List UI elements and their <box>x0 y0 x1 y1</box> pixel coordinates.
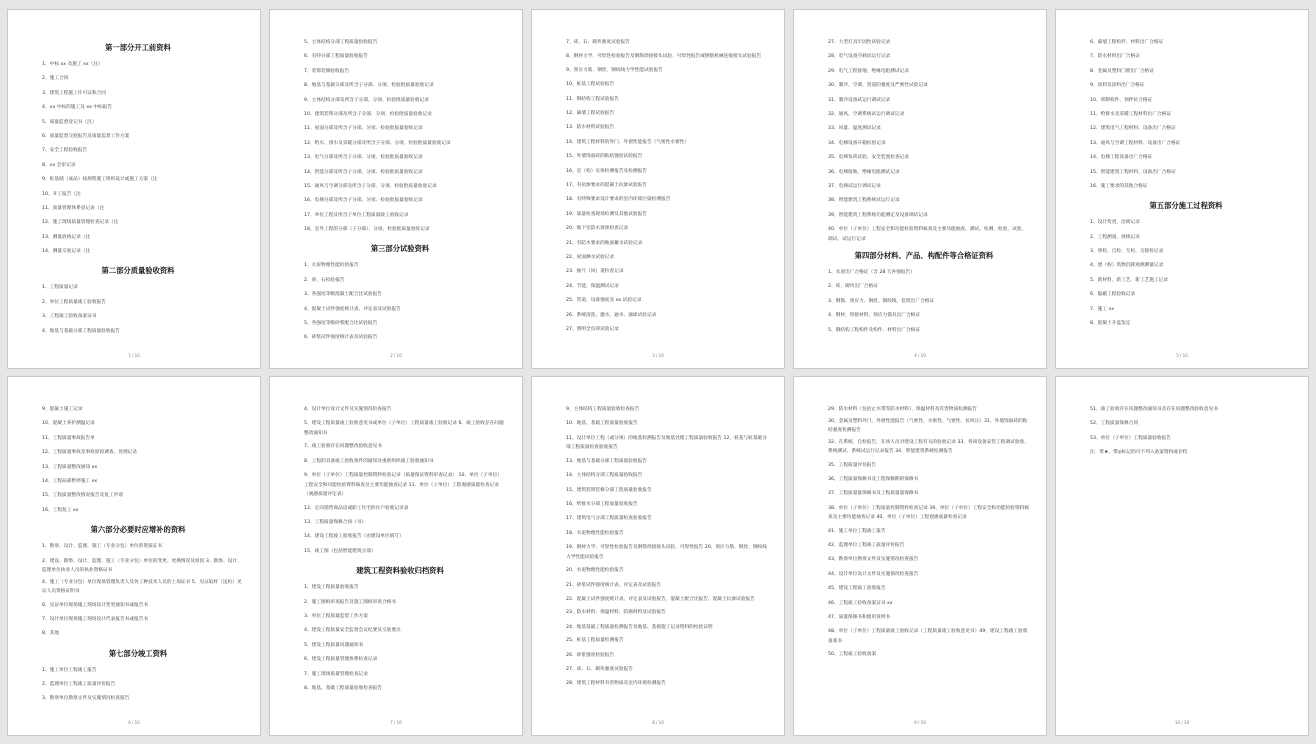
list-item: 2、砖、砌块出厂合格证 <box>828 284 878 290</box>
list-item: 12、给水、排水及采暖分部及所含子分部、分项、检验批质量验收记录 <box>304 140 451 146</box>
list-item: 7、竣工验收存在问题整改验收意见书 <box>304 444 382 450</box>
list-item: 24、节能、保温测试记录 <box>566 283 619 289</box>
list-item: 4、建（构）筑物沉降观测测量记录 <box>1090 263 1164 269</box>
list-item: 8、其他 <box>42 631 60 637</box>
section-heading: 第五部分施工过程资料 <box>1149 201 1223 211</box>
list-item: 27、大型灯具牢固性试验记录 <box>828 40 891 45</box>
list-item: 28、电气设备空载试运行记录 <box>828 54 891 60</box>
list-item: 53、单位（子单位）工程质量验收报告 <box>1090 435 1171 441</box>
page-content <box>532 377 784 721</box>
list-item: 8、钢材力学、可焊性检验报告及钢筋焊接接头试验、可焊性报告或钢筋机械连接接头试验报告 <box>566 54 762 60</box>
list-item: 15、建筑装饰装修分部工程质量验收报告 <box>566 487 652 493</box>
list-item: 18、水泥物理性能检验报告 <box>566 530 624 536</box>
list-item: 6、质量监督交底报告及质量监督工作方案 <box>42 133 130 139</box>
page-number: 9 / 10 <box>914 720 926 725</box>
list-item: 15、竣工图（包括智能建筑分部） <box>304 548 376 554</box>
list-item: 12、工程质量事故及事故原因调查、处理记录 <box>42 450 138 456</box>
list-item: 40、单位（子单位）工程安全和功能检验资料核查及主要功能抽查、测试、检测、检验、试验、调试、试运行记录 <box>828 227 1027 242</box>
page-content <box>794 377 1046 721</box>
list-item: 13、测量放线记录（注 <box>42 234 91 240</box>
page-number: 2 / 10 <box>390 353 402 358</box>
page-number: 10 / 10 <box>1174 720 1190 725</box>
list-item: 4、地基与基础分部工程质量验收报告 <box>42 328 120 334</box>
list-item: 10、混凝土养护测温记录 <box>42 421 95 427</box>
list-item: 30、制冷、空调、管道的强度及严密性试验记录 <box>828 83 928 89</box>
list-item: 8、地基与基础分部及所含子分部、分项、检验批质量验收记录 <box>304 83 434 89</box>
section-heading: 第六部分必要时应增补的资料 <box>90 525 186 535</box>
list-item: 36、电梯接地、绝缘电阻测试记录 <box>828 169 900 175</box>
list-item: 23、防水材料、保温材料、防腐材料及试验报告 <box>566 610 666 616</box>
list-item: 18、室外工程的分部（子分部）、分项、检验批质量验收记录 <box>304 227 430 233</box>
list-item: 21、砂浆试件强度统计表、评定表及试验报告 <box>566 582 662 588</box>
list-item: 8、金属及塑料门窗出厂合格证 <box>1090 68 1154 74</box>
list-item: 6、幕墙工程构件、材料出厂合格证 <box>1090 40 1164 45</box>
list-item: 1、水泥出厂合格证（含 28 天补强报告） <box>828 270 915 276</box>
page-number: 1 / 10 <box>128 353 140 358</box>
list-item: 38、单位（子单位）工程质量控制资料检查记录 39、单位（子单位）工程安全和功能检验资料核查及主要功能抽查记录 40、单位（子单位）工程观感质量检查记录 <box>828 505 1029 521</box>
list-item: 4、建设工程质量安全监督会议纪要及交底要点 <box>304 628 401 634</box>
document-page[interactable] <box>1055 9 1309 369</box>
list-item: 11、钢结构工程试验报告 <box>566 96 619 102</box>
list-item: 2、建设、勘察、设计、监理、施工（专业分包）单位的变更、更换情况及原因 3、勘察、设计、监理单位执业人员的执业资格证书 <box>42 558 242 574</box>
list-item: 51、竣工验收存在问题整改通知书及存在问题整改验收意见书 <box>1090 407 1218 412</box>
document-page[interactable] <box>531 9 785 369</box>
list-item: 36、工程质量保修书及工程保修期的保修书 <box>828 476 919 482</box>
list-item: 9、主体结构工程质量验收检查报告 <box>566 407 640 412</box>
list-item: 16、工程复工 xx <box>42 507 79 513</box>
list-item: 37、电梯试运行调试记录 <box>828 183 881 189</box>
list-item: 2、砂、石检验报告 <box>304 277 345 283</box>
list-item: 10、地基、基础工程质量验收报告 <box>566 421 638 427</box>
page-content <box>794 10 1046 354</box>
list-item: 4、施工（专业分包）单位现场管理负责人及各工种技术人员的上岗证书 5、见证取样（送检）见证人员资格证明书 <box>42 579 242 595</box>
list-item: 37、工程质量量保修书及工程质量量保修书 <box>828 491 919 497</box>
list-item: 10、桩基工程试验报告 <box>566 82 615 88</box>
page-content <box>8 10 260 354</box>
list-item: 2、监理单位工程竣工质量评价报告 <box>42 682 116 688</box>
list-item: 13、电气分部及所含子分部、分项、检验批质量验收记录 <box>304 155 423 161</box>
document-page[interactable] <box>269 376 523 736</box>
list-item: 4、设计单位设计文件及实施情况检查报告 <box>304 407 392 412</box>
list-item: 7、防水材料出厂合格证 <box>1090 54 1140 60</box>
list-item: 46、工程竣工验收备案证书 xx <box>828 600 893 606</box>
list-item: 47、质量保修书和使用说明书 <box>828 615 891 621</box>
list-item: 2、施工图纸审查报告及施工图纸审查合格书 <box>304 599 397 605</box>
list-item: 17、单位工程及所含子单位工程质量竣工验收记录 <box>304 212 409 218</box>
list-item: 14、建设工程竣工验收报告（由建设单位填写） <box>304 534 404 540</box>
list-item: 11、质量管理体系登记表（注 <box>42 205 105 211</box>
page-content <box>1056 377 1308 721</box>
list-item: 9、单位（子单位）工程质量控制资料检查记录（质量保证资料审查记录） 10、单位（子单位）工程安全和功能检验资料核查及主要功能抽查记录 11、单位（子单位）工程观感质量检查记录（观感质量评定表） <box>304 473 502 498</box>
list-item: 19、质量检查现场检测及其他试验报告 <box>566 211 647 217</box>
page-number: 4 / 10 <box>914 353 926 358</box>
page-content <box>532 10 784 354</box>
page-number: 5 / 10 <box>1176 353 1188 358</box>
list-item: 25、桩基工程质量检测报告 <box>566 638 624 644</box>
list-item: 15、智能建筑工程材料、设备出厂合格证 <box>1090 169 1176 175</box>
section-heading: 建筑工程资料验收归档资料 <box>356 566 444 576</box>
list-item: 10、建筑装饰分部及所含子分部、分项、检验批质量验收记录 <box>304 111 432 117</box>
list-item: 9、混凝土施工记录 <box>42 407 83 412</box>
list-item: 8、混凝土开盘鉴定 <box>1090 321 1131 327</box>
list-item: 4、xx 中标的施工及 xx 中标报告 <box>42 105 113 111</box>
list-item: 16、电梯分部及所含子分部、分项、检验批质量验收记录 <box>304 198 423 204</box>
list-item: 3、工程竣工验收备案证书 <box>42 314 97 320</box>
list-item: 7、设计单位现场施工现场设计代表报告书或报告书 <box>42 616 149 622</box>
document-page[interactable] <box>7 9 261 369</box>
list-item: 5、建设工程质量问题通知书 <box>304 642 364 648</box>
list-item: 17、有抗渗要求的混凝土抗渗试验报告 <box>566 183 647 189</box>
list-item: 1、建设工程质量验收报告 <box>304 585 359 591</box>
list-item: 34、电梯设备开箱检验记录 <box>828 140 886 146</box>
list-item: 5、钢结构工程构件及构件、材料出厂合格证 <box>828 327 921 333</box>
list-item: 9、涂料及涂料出厂合格证 <box>1090 83 1145 89</box>
list-item: 29、防水材料（包括止水带等防水材料）、保温材料及有害物质检测报告 <box>828 407 977 412</box>
list-item: 16、室（构）实体检测报告及检测报告 <box>566 168 647 174</box>
list-item: 44、设计单位设计文件及实施情况检查报告 <box>828 571 919 577</box>
list-item: 42、监理单位工程竣工质量评价报告 <box>828 543 905 549</box>
list-item: 6、隐蔽工程验收记录 <box>1090 292 1136 298</box>
section-heading: 第四部分材料、产品、构配件等合格证资料 <box>854 251 994 261</box>
document-page[interactable] <box>793 9 1047 369</box>
list-item: 26、系统清洗、灌水、通水、通球试验记录 <box>566 312 657 318</box>
list-item: 18、有特殊要求设计要求的室内环境污染检测报告 <box>566 197 671 203</box>
list-item: 3、各强度等级混凝土配合比试验报告 <box>304 292 382 298</box>
list-item: 4、混凝土试件强度统计表、评定表及试验报告 <box>304 306 401 312</box>
list-item: 6、建设工程质量管理体系检查记录 <box>304 657 378 663</box>
list-item: 32、在系统、自检报告，在场人员对建设工程有关的验收记录 33、各项设备安装工程调试验收、系统测试、系统试运行记录报告 34、智能建筑系统检测报告 <box>828 439 1029 454</box>
list-item: 15、外墙饰面砖的粘结强度试验报告 <box>566 154 643 160</box>
list-item: 5、主体结构分部工程质量验收报告 <box>304 40 378 45</box>
list-item: 20、地下室防水效果检查记录 <box>566 226 629 232</box>
list-item: 28、建筑工程材料有害物质及室内环境检测报告 <box>566 681 666 687</box>
list-item: 14、建筑工程材料的外门、外窗性能报告（气密性水密性） <box>566 139 690 145</box>
list-item: 35、电梯负荷试验、安全装置检查记录 <box>828 155 909 161</box>
list-item: 5、建设工程质量竣工验收意见书或单位（子单位）工程质量竣工验收记录 6、竣工验收存在问题整改通知书 <box>304 421 504 436</box>
list-item: 3、单位工程质量监督工作方案 <box>304 614 368 620</box>
list-item: 1、勘察、设计、监理、施工（专业分包）单位的资质证书 <box>42 544 163 550</box>
list-item: 8、地基、基础工程质量验收检查报告 <box>304 685 382 691</box>
list-item: 3、钢筋、预应力、钢丝、钢绞线、套筒出厂合格证 <box>828 298 935 304</box>
section-heading: 第一部分开工前资料 <box>105 43 171 52</box>
list-item: 11、工程质量事故报告单 <box>42 435 95 441</box>
list-item: 3、勘察单位勘察文件及实施情况检查报告 <box>42 696 130 702</box>
list-item: 8、xx 会审记录 <box>42 162 76 168</box>
page-content <box>1056 10 1308 354</box>
list-item: 12、定向销售商品房或职工住宅的住户验收记录表 <box>304 505 409 511</box>
list-item: 13、工程质量整改通知 xx <box>42 464 98 470</box>
page-number: 7 / 10 <box>390 720 402 725</box>
list-item: 29、电气工程接地、绝缘电阻测试记录 <box>828 68 909 74</box>
list-item: 22、混凝土试件强度统计表、评定表及试验报告，混凝土配合比报告、混凝土抗渗试验报告 <box>566 596 755 602</box>
list-item: 9、桩基础（成品）按规程施工组织设计或施工方案（注 <box>42 177 158 183</box>
list-item: 21、有防水要求的地面蓄水试验记录 <box>566 240 643 246</box>
list-item: 15、通风与空调分部及所含子分部、分项、检验批质量验收记录 <box>304 183 437 189</box>
list-item: 12、幕墙工程试验报告 <box>566 111 615 117</box>
list-item: 1、施工单位工程竣工报告 <box>42 667 97 673</box>
list-item: 25、管道、设备强度及 xx 试验记录 <box>566 298 642 304</box>
list-item: 15、工程质量整改情况报告及复工申请 <box>42 493 123 499</box>
list-item: 24、地基基础工程质量检测报告及地基、基础施工记录资料的检验证明 <box>566 624 713 630</box>
list-item: 9、主体结构分部及所含子分部、分项、检验批质量验收记录 <box>304 97 429 103</box>
list-item: 22、屋面淋水试验记录 <box>566 254 615 260</box>
list-item: 7、砖、石、砌块强度试验报告 <box>566 40 630 45</box>
page-content <box>270 377 522 721</box>
page-number: 8 / 10 <box>652 720 664 725</box>
list-item: 3、预检、自检、互检、交接检记录 <box>1090 249 1164 255</box>
page-content <box>270 10 522 354</box>
list-item: 17、建筑电气分部工程质量检查验收报告 <box>566 516 652 522</box>
list-item: 13、防水材料试验报告 <box>566 125 615 131</box>
list-item: 26、砂浆强度检验报告 <box>566 652 615 658</box>
page-number: 6 / 10 <box>128 720 140 725</box>
list-item: 2、工程测量、放线记录 <box>1090 234 1140 240</box>
list-item: 2、施工合同 <box>42 76 69 82</box>
list-item: 11、屋面分部及所含子分部、分项、检验批质量验收记录 <box>304 126 423 132</box>
list-item: 14、工程局部暂停施工 xx <box>42 478 98 484</box>
list-item: 2、单位工程质量竣工验收报告 <box>42 299 106 305</box>
list-item: 9、预应力筋、钢丝、钢绞线力学性能试验报告 <box>566 67 663 73</box>
list-item: 23、抽气（风）道检查记录 <box>566 269 624 275</box>
section-heading: 第七部分竣工资料 <box>108 648 168 658</box>
list-item: 7、施工现场质量管理检查记录 <box>304 671 368 677</box>
list-item: 41、施工单位工程竣工报告 <box>828 528 886 534</box>
list-item: 11、给排水及采暖工程材料出厂合格证 <box>1090 111 1171 117</box>
list-item: 16、施工要求的其他合格证 <box>1090 183 1148 189</box>
list-item: 20、水泥物理性能检验报告 <box>566 568 624 574</box>
list-item: 35、工程质量评估报告 <box>828 462 877 468</box>
list-item: 11、设计单位工程（或分项）的地基检测报告及地基处理工程质量验收报告 12、桩基与桩基础分部工程质量检查验收报告 <box>566 435 767 451</box>
page-content <box>8 377 260 721</box>
document-page[interactable] <box>7 376 261 736</box>
section-heading: 第三部分试验资料 <box>370 244 430 254</box>
document-page[interactable] <box>1055 376 1309 736</box>
list-item: 45、建设工程竣工验收报告 <box>828 586 886 592</box>
list-item: 31、制冷设备试运行调试记录 <box>828 97 891 103</box>
list-item: 7、施工 xx <box>1090 306 1115 312</box>
list-item: 3、建筑工程施工许可证和合同 <box>42 90 106 96</box>
list-item: 7、安全工程验收报告 <box>42 148 88 154</box>
list-item: 16、给排水分部工程质量验收报告 <box>566 501 638 507</box>
list-item: 33、风量、温度测试记录 <box>828 126 881 132</box>
document-page[interactable] <box>531 376 785 736</box>
list-item: 1、设计变更、洽商记录 <box>1090 220 1140 226</box>
list-item: 19、钢材力学、可焊性检验报告及钢筋焊接接头试验、可焊性报告 20、预应力筋、钢丝、钢绞线力学性能试验报告 <box>566 545 767 560</box>
list-item: 14、电梯工程设备出厂合格证 <box>1090 155 1153 161</box>
list-item: 4、钢材、焊接材料、预应力锚具出厂合格证 <box>828 313 921 319</box>
list-item: 43、勘察单位勘察文件及实施情况检查报告 <box>828 557 919 563</box>
list-item: 5、质量监督登记书（注） <box>42 119 97 125</box>
section-heading: 第二部分质量验收资料 <box>101 266 175 276</box>
list-item: 1、水泥物理性能检验报告 <box>304 263 359 269</box>
list-item: 12、建筑电气工程材料、设备出厂合格证 <box>1090 126 1176 132</box>
list-item: 5、各强度等级砂浆配合比试验报告 <box>304 321 378 327</box>
list-item: 14、主体结构分部工程质量验收报告 <box>566 473 643 479</box>
list-item: 6、见证单位现场施工现场设计变更通知书或报告书 <box>42 602 149 608</box>
list-item: 13、通风与空调工程材料、设备出厂合格证 <box>1090 140 1181 146</box>
list-item: 1、中标 xx 及施工 xx（注） <box>42 62 103 67</box>
list-item: 39、智能建筑工程系统功能测定及设备调试记录 <box>828 212 928 218</box>
list-item: 14、测量交底记录（注 <box>42 249 91 255</box>
list-item: 48、单位（子单位）工程质量竣工验收记录（工程质量竣工验收意见书）49、建设工程竣工验收备案书 <box>828 629 1028 644</box>
list-item: 7、装饰装修验收报告 <box>304 68 350 74</box>
list-item: 27、照明全负荷试验记录 <box>566 326 619 332</box>
list-item: 14、智能分部及所含子分部、分项、检验批质量验收记录 <box>304 169 423 175</box>
list-item: 8、工程的具备竣工验收条件的通知及重新组织竣工验收通知书 <box>304 458 434 464</box>
list-item: 1、工程质量记录 <box>42 285 78 291</box>
list-item: 注：带★、带◎标记的可不列入备案资料或存档 <box>1090 450 1188 456</box>
list-item: 10、预制构件、预拌砼合格证 <box>1090 97 1153 103</box>
list-item: 6、有特分部工程质量验收报告 <box>304 54 368 60</box>
list-item: 30、金属及塑料外门、外窗性能报告（气密性、水密性、气密性、抗风压）31、外墙饰面砖的粘结强度检测报告 <box>828 418 1028 433</box>
list-item: 50、工程竣工验收备案 <box>828 652 877 658</box>
list-item: 13、工程质量保修合同（书） <box>304 520 367 526</box>
list-item: 52、工程质量保修合同 <box>1090 421 1139 427</box>
document-page[interactable] <box>269 9 523 369</box>
list-item: 13、地基与基础分部工程质量验收报告 <box>566 458 647 464</box>
list-item: 10、开工报告（注 <box>42 191 81 197</box>
list-item: 32、通风、空调系统试运行调试记录 <box>828 111 905 117</box>
page-number: 3 / 10 <box>652 353 664 358</box>
list-item: 12、施工现场质量管理检查记录（注 <box>42 220 119 226</box>
list-item: 5、新材料、新工艺、新工艺施工记录 <box>1090 277 1168 283</box>
list-item: 27、砖、石、砌块强度试验报告 <box>566 667 633 673</box>
list-item: 6、砂浆试件强度统计表及试验报告 <box>304 335 378 341</box>
list-item: 38、智能建筑工程系统试运行记录 <box>828 198 900 204</box>
document-page[interactable] <box>793 376 1047 736</box>
